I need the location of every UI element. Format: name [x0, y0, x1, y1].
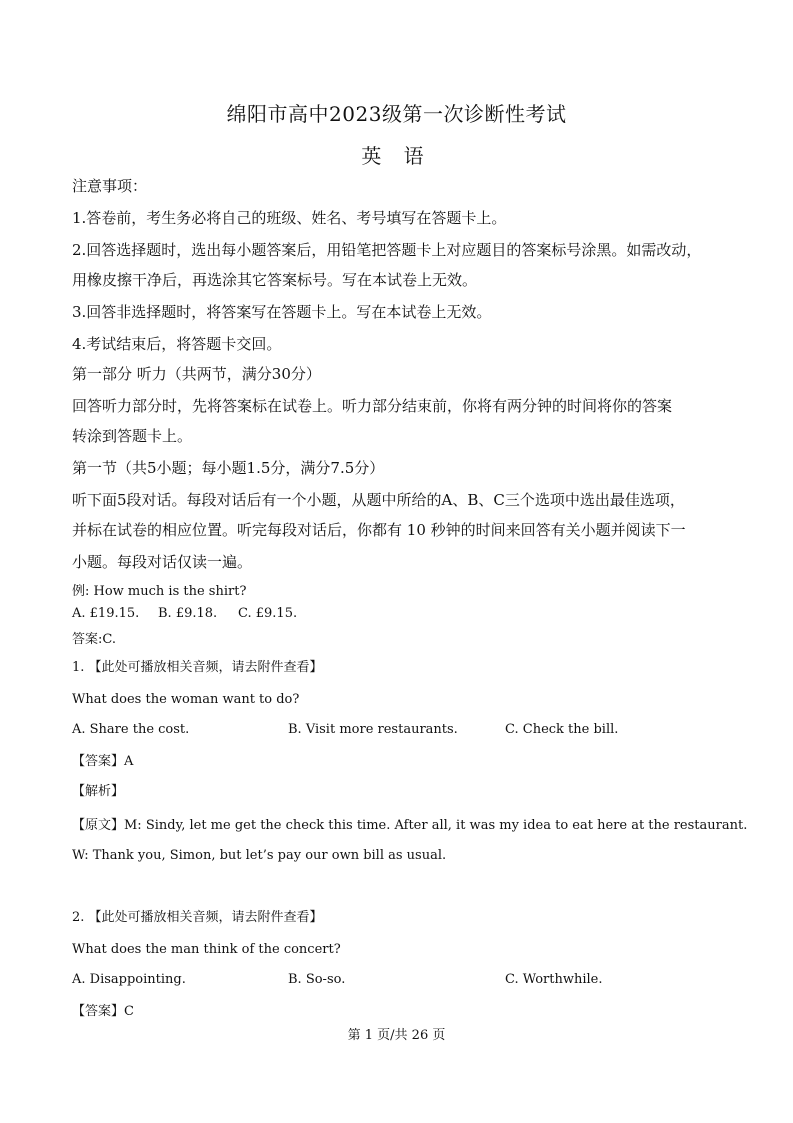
part1-instruction-2: 转涂到答题卡上。: [72, 427, 193, 445]
question-1-option-b: B. Visit more restaurants.: [288, 722, 458, 737]
question-1-option-c: C. Check the bill.: [505, 722, 619, 737]
question-2-option-a: A. Disappointing.: [72, 972, 186, 987]
question-1-label: 1. 【此处可播放相关音频，请去附件查看】: [72, 660, 323, 675]
example-option-c: C. £9.15.: [238, 606, 298, 621]
example-answer: 答案:C.: [72, 632, 116, 647]
question-2-option-b: B. So-so.: [288, 972, 346, 987]
notice-item-3: 3.回答非选择题时，将答案写在答题卡上。写在本试卷上无效。: [72, 303, 492, 321]
notice-item-2-cont: 用橡皮擦干净后，再选涂其它答案标号。写在本试卷上无效。: [72, 271, 478, 289]
question-1-transcript-1: 【原文】M: Sindy, let me get the check this time. After all, it was my idea to eat here at the restaurant.: [72, 818, 748, 833]
section1-instruction-1: 听下面5段对话。每段对话后有一个小题，从题中所给的A、B、C三个选项中选出最佳选项，: [72, 491, 685, 509]
notice-item-4: 4.考试结束后，将答题卡交回。: [72, 335, 282, 353]
page-title: 绵阳市高中2023级第一次诊断性考试: [226, 102, 567, 126]
question-2-answer: 【答案】C: [72, 1004, 134, 1019]
section1-instruction-2: 并标在试卷的相应位置。听完每段对话后，你都有 10 秒钟的时间来回答有关小题并阅读下一: [72, 521, 686, 539]
notice-heading: 注意事项：: [72, 177, 148, 195]
question-1-text: What does the woman want to do?: [72, 692, 300, 707]
question-2-label: 2. 【此处可播放相关音频，请去附件查看】: [72, 910, 323, 925]
question-1-analysis: 【解析】: [72, 784, 125, 799]
subject-title: 英 语: [361, 144, 432, 168]
question-1-answer: 【答案】A: [72, 754, 134, 769]
part1-instruction-1: 回答听力部分时，先将答案标在试卷上。听力部分结束前，你将有两分钟的时间将你的答案: [72, 397, 673, 415]
question-2-option-c: C. Worthwhile.: [505, 972, 603, 987]
question-1-option-a: A. Share the cost.: [72, 722, 190, 737]
part1-heading: 第一部分 听力（共两节，满分30分）: [72, 365, 321, 383]
question-1-transcript-2: W: Thank you, Simon, but let’s pay our own bill as usual.: [72, 848, 447, 863]
question-2-text: What does the man think of the concert?: [72, 942, 341, 957]
page-footer: 第 1 页/共 26 页: [347, 1028, 446, 1043]
section1-heading: 第一节（共5小题；每小题1.5分，满分7.5分）: [72, 459, 385, 477]
example-option-b: B. £9.18.: [158, 606, 218, 621]
notice-item-2: 2.回答选择题时，选出每小题答案后，用铅笔把答题卡上对应题目的答案标号涂黑。如需改动，: [72, 241, 702, 259]
section1-instruction-3: 小题。每段对话仅读一遍。: [72, 553, 253, 571]
example-question: 例: How much is the shirt?: [72, 584, 247, 599]
example-option-a: A. £19.15.: [72, 606, 140, 621]
notice-item-1: 1.答卷前，考生务必将自己的班级、姓名、考号填写在答题卡上。: [72, 209, 507, 227]
